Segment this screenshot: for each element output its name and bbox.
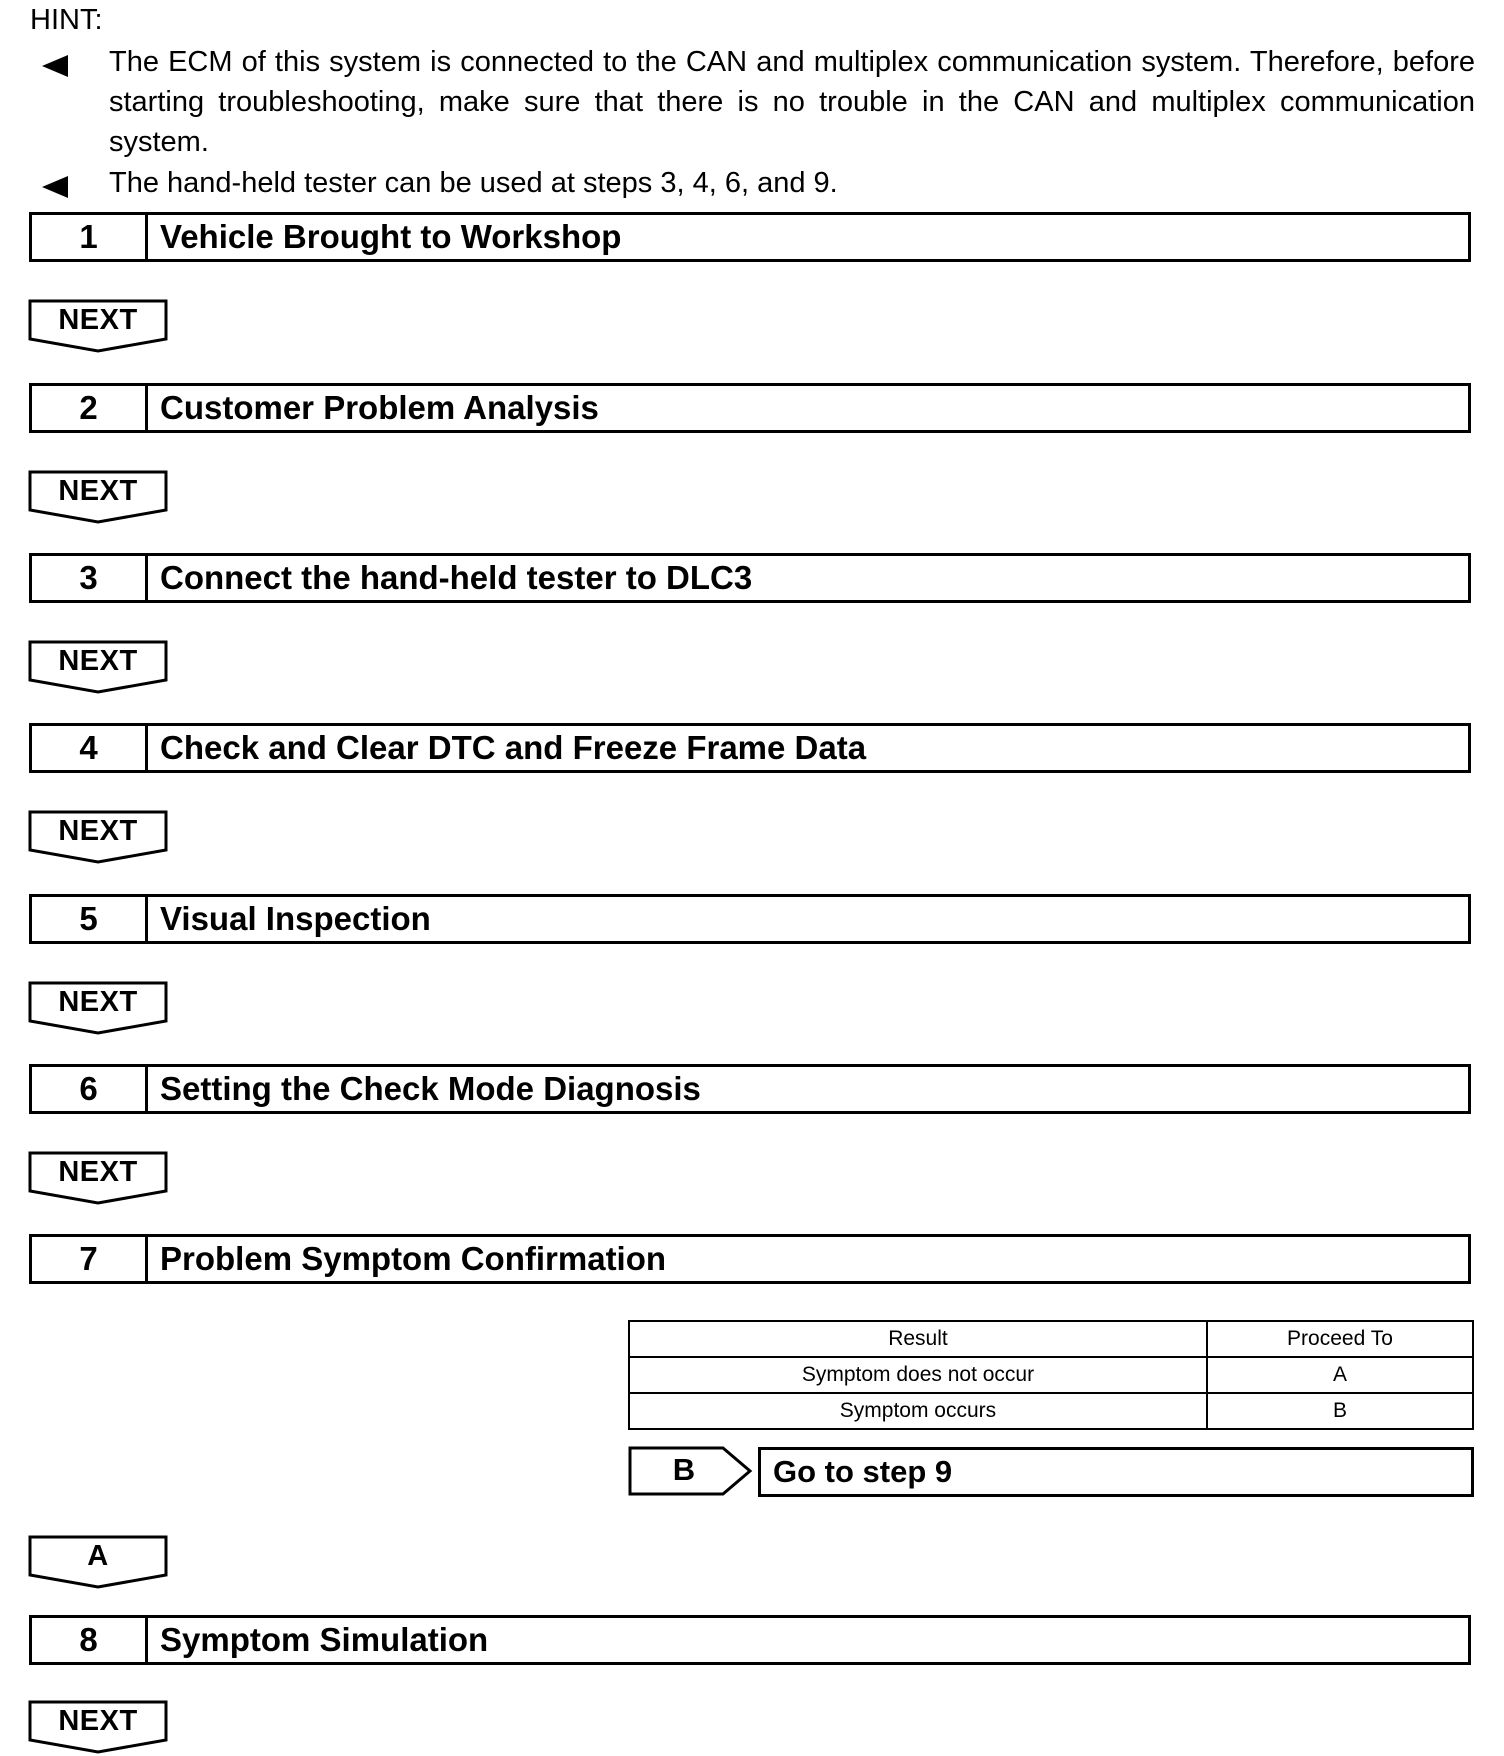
next-label: NEXT	[58, 815, 138, 847]
table-header-row	[629, 1321, 1473, 1357]
table-cell: Symptom does not occur	[629, 1357, 1207, 1393]
result-table	[628, 1320, 1474, 1430]
hint-item: The ECM of this system is connected to the CAN and multiplex communication system. Therefore, before starting troubleshooting, make sure that there is no trouble in the CAN and multiplex communication system.	[109, 46, 1475, 158]
step-box	[29, 723, 1471, 773]
branch-tag	[628, 1446, 753, 1496]
next-label: NEXT	[58, 645, 138, 677]
step-box	[29, 553, 1471, 603]
step-number: 2	[32, 386, 148, 430]
step-title: Problem Symptom Confirmation	[160, 1240, 667, 1277]
next-tag	[28, 981, 168, 1035]
step-number: 7	[32, 1237, 148, 1281]
next-label: NEXT	[58, 475, 138, 507]
table-cell: A	[1207, 1357, 1473, 1393]
next-tag	[28, 1535, 168, 1589]
bullet-arrow-icon	[40, 172, 70, 202]
step-box	[29, 1234, 1471, 1284]
step-number: 5	[32, 897, 148, 941]
next-tag	[28, 1151, 168, 1205]
step-number: 3	[32, 556, 148, 600]
next-label: NEXT	[58, 1705, 138, 1737]
step-number: 1	[32, 215, 148, 259]
next-label: A	[87, 1540, 109, 1572]
table-cell: Symptom occurs	[629, 1393, 1207, 1429]
step-title: Vehicle Brought to Workshop	[160, 218, 622, 255]
hint-item: The hand-held tester can be used at steps 3, 4, 6, and 9.	[109, 167, 838, 199]
step-number: 4	[32, 726, 148, 770]
next-tag	[28, 810, 168, 864]
next-label: NEXT	[58, 304, 138, 336]
step-title: Customer Problem Analysis	[160, 389, 599, 426]
step-box	[29, 1064, 1471, 1114]
table-row	[629, 1393, 1473, 1429]
hint-title: HINT:	[30, 4, 103, 36]
step-box	[29, 894, 1471, 944]
next-label: NEXT	[58, 986, 138, 1018]
step-title: Visual Inspection	[160, 900, 431, 937]
step-title: Symptom Simulation	[160, 1621, 489, 1658]
next-label: NEXT	[58, 1156, 138, 1188]
step-title: Setting the Check Mode Diagnosis	[160, 1070, 701, 1107]
table-header-cell: Proceed To	[1207, 1321, 1473, 1357]
table-cell: B	[1207, 1393, 1473, 1429]
table-row	[629, 1357, 1473, 1393]
step-number: 6	[32, 1067, 148, 1111]
bullet-arrow-icon	[40, 51, 70, 81]
step-box	[29, 1615, 1471, 1665]
next-tag	[28, 470, 168, 524]
next-tag	[28, 640, 168, 694]
step-box	[29, 383, 1471, 433]
step-title: Connect the hand-held tester to DLC3	[160, 559, 753, 596]
branch-tag-label: B	[672, 1452, 696, 1487]
next-tag	[28, 1700, 168, 1754]
table-header-cell: Result	[629, 1321, 1207, 1357]
step-title: Check and Clear DTC and Freeze Frame Data	[160, 729, 867, 766]
next-tag	[28, 299, 168, 353]
branch-box: Go to step 9	[758, 1447, 1474, 1497]
step-box	[29, 212, 1471, 262]
step-number: 8	[32, 1618, 148, 1662]
